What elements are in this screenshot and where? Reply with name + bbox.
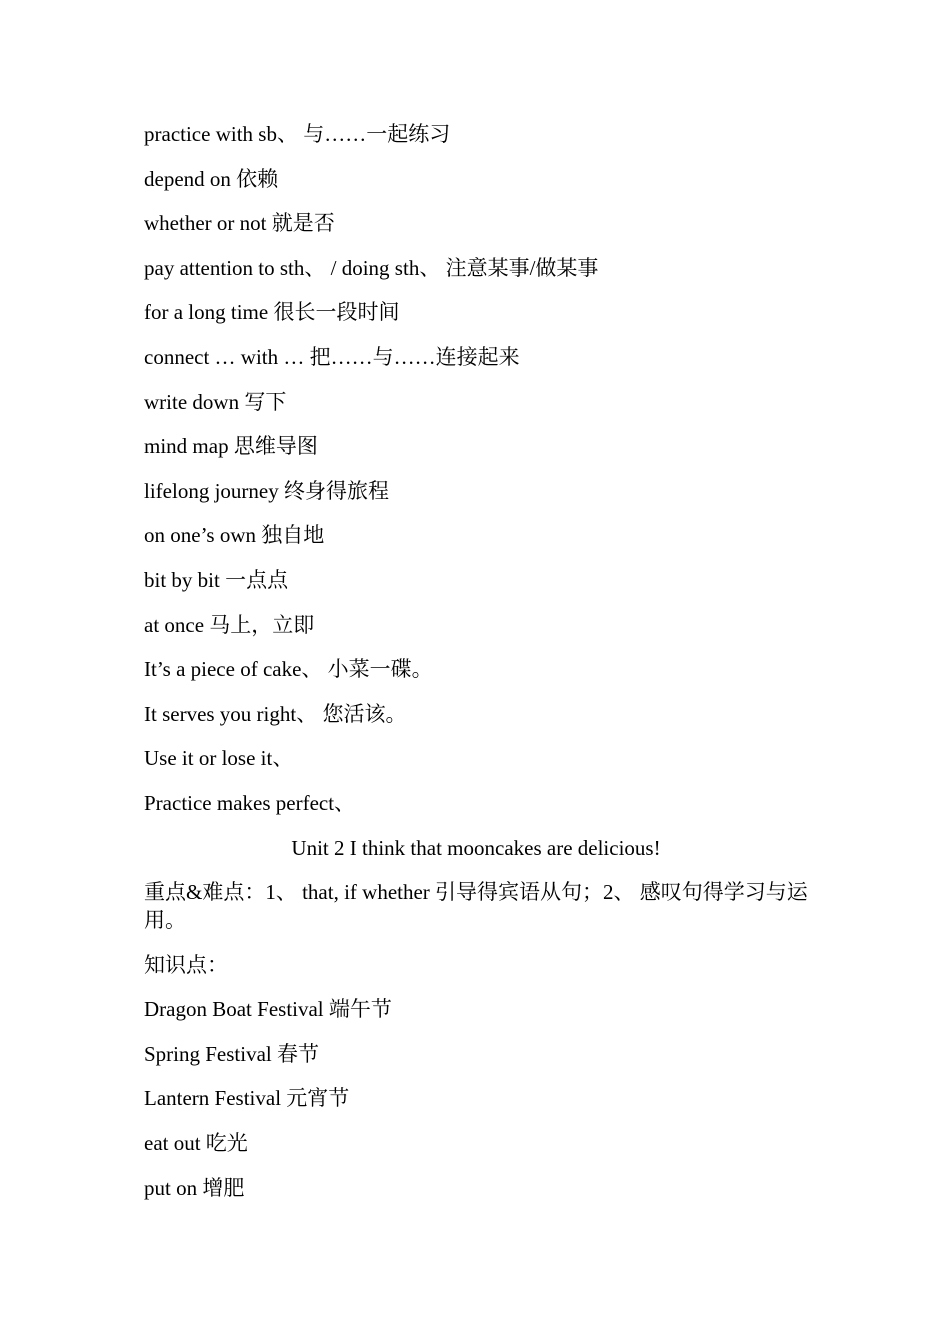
phrase-line: depend on 依赖 [144,166,279,191]
phrase-line: on one’s own 独自地 [144,523,325,548]
phrase-line: pay attention to sth、 / doing sth、 注意某事/做某事 [144,255,599,280]
phrase-line: Dragon Boat Festival 端午节 [144,997,392,1022]
phrase-line: bit by bit 一点点 [144,567,289,592]
phrase-list-bottom [144,995,808,1201]
unit-heading: Unit 2 I think that mooncakes are delicious! [291,835,661,860]
phrase-line: Spring Festival 春节 [144,1041,320,1066]
phrase-line: connect … with … 把……与……连接起来 [144,344,520,369]
phrase-line: practice with sb、 与……一起练习 [144,122,451,146]
phrase-list-top [144,120,808,817]
phrase-line: mind map 思维导图 [144,434,318,459]
document-body [144,120,808,1218]
phrase-line: Lantern Festival 元宵节 [144,1086,350,1111]
focus-paragraph: 重点&难点：1、 that, if whether 引导得宾语从句；2、 感叹句得学习与运用。 [144,880,808,933]
phrase-line: It serves you right、 您活该。 [144,701,407,726]
phrase-line: eat out 吃光 [144,1131,248,1156]
phrase-line: Practice makes perfect、 [144,790,356,815]
phrase-line: lifelong journey 终身得旅程 [144,478,389,503]
phrase-line: It’s a piece of cake、 小菜一碟。 [144,657,433,682]
phrase-line: for a long time 很长一段时间 [144,300,400,325]
phrase-line: write down 写下 [144,389,287,414]
phrase-line: whether or not 就是否 [144,211,335,236]
phrase-line: put on 增肥 [144,1175,245,1200]
phrase-line: at once 马上，立即 [144,612,315,637]
knowledge-label: 知识点： [144,952,228,977]
phrase-line: Use it or lose it、 [144,746,294,771]
